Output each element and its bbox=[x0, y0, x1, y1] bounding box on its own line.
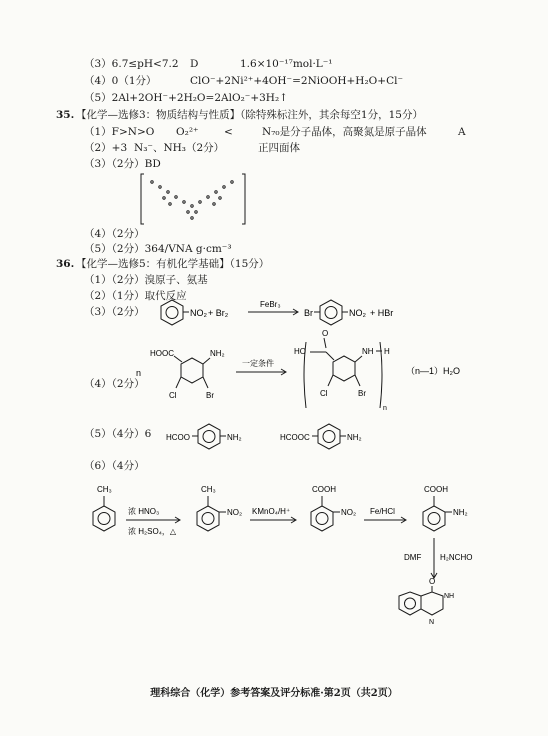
aminoacid-ring bbox=[423, 506, 445, 531]
nitrotoluene-no2: NO₂ bbox=[227, 508, 243, 517]
condition-label: 一定条件 bbox=[242, 359, 274, 368]
q36-part1: （1）（2分）溴原子、氨基 bbox=[84, 274, 208, 286]
isomer2-ring bbox=[318, 424, 340, 449]
monomer-br: Br bbox=[206, 391, 214, 400]
q35-part1-a: （1）F>N>O bbox=[84, 126, 155, 138]
q34-part4-equation: ClO⁻+2Ni²⁺+4OH⁻=2NiOOH+H₂O+Cl⁻ bbox=[190, 75, 404, 87]
nitroacid-ring bbox=[311, 506, 333, 531]
q36-part5: （5）（4分）6 bbox=[84, 428, 152, 440]
q36-part6: （6）（4分） bbox=[84, 460, 145, 472]
nitroacid-no2: NO₂ bbox=[341, 508, 357, 517]
monomer-nh2: NH₂ bbox=[210, 349, 225, 358]
polymer-subscript-n: n bbox=[383, 405, 387, 412]
polymer-cl: Cl bbox=[320, 389, 328, 398]
nitrotoluene-ch3: CH₃ bbox=[201, 485, 216, 494]
byproduct-water: （n—1）H₂O bbox=[406, 366, 461, 376]
reaction-4-scheme bbox=[136, 326, 516, 416]
catalyst-label: FeBr₃ bbox=[260, 300, 281, 309]
q36-number: 36. bbox=[56, 258, 75, 270]
polymer-h: H bbox=[384, 347, 390, 356]
step4-reagent-b: H₂NCHO bbox=[440, 553, 473, 562]
q36-part4: （4）（2分） bbox=[84, 378, 145, 390]
q34-part3-option: D bbox=[190, 58, 199, 70]
q36-part2: （2）（1分）取代反应 bbox=[84, 290, 187, 302]
aminoacid-nh2: NH₂ bbox=[453, 508, 468, 517]
q35-part1-b: O₂²⁺ bbox=[176, 126, 199, 138]
isomer2-right: NH₂ bbox=[347, 433, 362, 442]
q35-title: 【化学—选修3：物质结构与性质】（除特殊标注外，其余每空1分，15分） bbox=[76, 109, 423, 121]
crystal-dots bbox=[151, 181, 233, 219]
benzene-ring-product bbox=[320, 300, 342, 325]
quinazolinone-o: O bbox=[429, 577, 436, 586]
q35-part2-a: （2）+3 bbox=[84, 142, 128, 154]
q35-part2-b: N₃⁻、NH₃（2分） bbox=[134, 142, 225, 154]
product-hbr: + HBr bbox=[370, 308, 394, 318]
q35-part1-e: A bbox=[458, 126, 466, 138]
benzene-ring-reactant bbox=[161, 300, 183, 325]
polymer-ring bbox=[333, 356, 355, 381]
synthesis-route bbox=[84, 480, 514, 628]
polymer-br: Br bbox=[358, 389, 366, 398]
step4-reagent-a: DMF bbox=[404, 553, 422, 562]
coefficient-n: n bbox=[136, 368, 142, 378]
step1-reagent-b: 浓 H₂SO₄，△ bbox=[128, 527, 177, 536]
q35-part1-c: < bbox=[224, 126, 233, 138]
product-br: Br bbox=[304, 308, 313, 318]
toluene-ring bbox=[93, 506, 115, 531]
reactant-group: NO₂ bbox=[190, 308, 207, 318]
quinazolinone-nh: NH bbox=[444, 593, 455, 600]
nitrotoluene-ring bbox=[197, 506, 219, 531]
page-footer: 理科综合（化学）参考答案及评分标准·第2页（共2页） bbox=[150, 688, 398, 699]
toluene-ch3: CH₃ bbox=[97, 485, 112, 494]
monomer-cooh: HOOC bbox=[150, 349, 174, 358]
q35-part2-c: 正四面体 bbox=[258, 142, 300, 154]
monomer-ring bbox=[181, 358, 203, 383]
quinazolinone-benzene-ring bbox=[399, 592, 421, 615]
step1-reagent-a: 浓 HNO₃ bbox=[128, 507, 160, 516]
polymer-bracket-right bbox=[380, 342, 382, 408]
step3-reagent: Fe/HCl bbox=[370, 507, 395, 516]
q35-number: 35. bbox=[56, 109, 75, 121]
aminoacid-cooh: COOH bbox=[424, 485, 448, 494]
crystal-structure-figure bbox=[140, 172, 246, 226]
nitroacid-cooh: COOH bbox=[312, 485, 336, 494]
q34-part3-value: 1.6×10⁻¹⁷mol·L⁻¹ bbox=[240, 58, 333, 70]
polymer-nh: NH bbox=[362, 347, 374, 356]
q35-part5: （5）（2分）364/VNA g·cm⁻³ bbox=[84, 243, 232, 255]
q34-part4-label: （4）0（1分） bbox=[84, 75, 157, 87]
polymer-o: O bbox=[322, 329, 329, 338]
isomer1-ring bbox=[198, 424, 220, 449]
isomer1-right: NH₂ bbox=[227, 433, 242, 442]
isomer1-left: HCOO bbox=[166, 433, 190, 442]
q35-part1-d: N₇₀是分子晶体，高聚氮是原子晶体 bbox=[262, 126, 427, 138]
isomer2-left: HCOOC bbox=[280, 433, 310, 442]
q36-part3: （3）（2分） bbox=[84, 306, 145, 318]
quinazolinone-n: N bbox=[429, 619, 435, 626]
q35-part4: （4）（2分） bbox=[84, 228, 145, 240]
monomer-cl: Cl bbox=[169, 391, 177, 400]
q35-part3: （3）（2分）BD bbox=[84, 158, 161, 170]
q34-part3-label: （3）6.7≤pH<7.2 bbox=[84, 58, 179, 70]
isomer-structures bbox=[166, 420, 406, 452]
product-group: NO₂ bbox=[349, 308, 366, 318]
quinazolinone-pyrimidine-ring bbox=[421, 592, 443, 615]
q34-part5: （5）2Al+2OH⁻+2H₂O=2AlO₂⁻+3H₂↑ bbox=[84, 92, 288, 104]
reactant-plus-bromine: + Br₂ bbox=[208, 308, 229, 318]
polymer-ho: HO bbox=[294, 347, 306, 356]
step2-reagent: KMnO₄/H⁺ bbox=[252, 507, 291, 516]
q36-title: 【化学—选修5：有机化学基础】（15分） bbox=[76, 258, 270, 270]
